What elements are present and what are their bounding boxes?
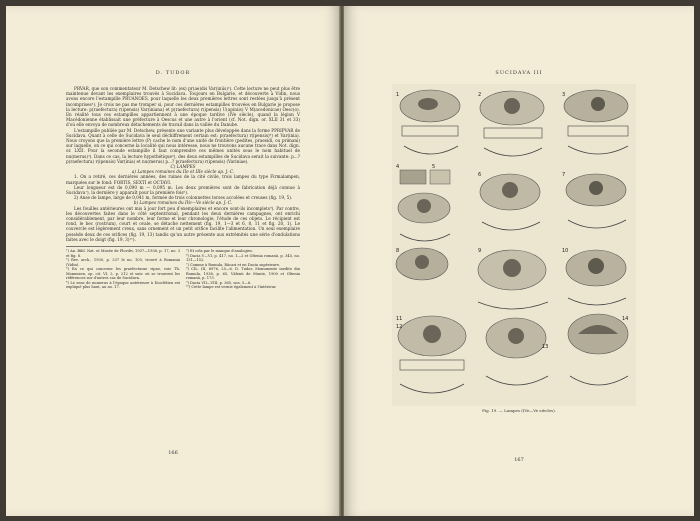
lamp-number: 5 <box>432 164 436 170</box>
footnote: ⁹) Dacia VII—VIII, p. 365, nos. 5—6. <box>186 280 252 285</box>
lamp-number: 11 <box>396 316 403 322</box>
footnote: ²) Rev. arch., 1930, p. 337 le no. 105, trouvé à Romania (Vidin). <box>66 258 180 267</box>
paragraph-1: PRVAR, que son commentateur M. Detschew lit: (ex) pr(ae)dis Var(iniis)²). Cette lecture ne peut plus être maintenue devant les exemplaires trouvés à Sucidava. Toujours en Bulgarie, et découverte à Vidin, nous avons encore l'estampille PRUANOES, pour laquelle les deux premières lettres sont restées jusqu'à présent incomprises³). Je crois ne pas me tromper si, pour ces dernières estampilles trouvées en Bulgarie je propose la lecture: p(raefectura) r(ipensis) Var(iniana) et p(raefectura) r(ipensis) U(apiniis) V M(acedonicae) Oesc(o). En réalité tous ces estampilles appartiennent à une époque tardive (IVe siècle), quand la légion V Macédonienne établissait une préfecture à Oescus et une autre à l'orient (cf. Not. dign. or. XLII 31 et 33) d'où elle envoya de nombreux détachements de travail dans la vallée du Danube. <box>66 86 300 128</box>
paragraph-a-3: 2) Anse de lampe, large de 0,041 m, formée de trois colonnettes torses accolées et creuses (fig. 19, 5). <box>74 195 293 201</box>
lamp-number: 9 <box>478 248 482 254</box>
lamp-number: 1 <box>396 92 400 98</box>
lamp-plate-figure <box>392 84 636 406</box>
footnote: ¹) An. Bibl. Nat. et Musée de Plovdiv, 1937—1938, p. 17, no. 3 et fig. 8. <box>66 249 180 258</box>
lamp-number: 6 <box>478 172 482 178</box>
paragraph-a-1: 1. On a retiré, ces dernières années, des ruines de la cité civile, trois lampes du type Firmalampen, marquées sur le fond: FORTIS, SEXTI et OCTAVI. <box>66 174 300 185</box>
lamp-drawing <box>396 248 448 280</box>
subsection-a-title: a) Lampes romaines du IIe et IIIe siècle ap. J.-C. <box>131 169 235 175</box>
paragraph-a-2: Leur longueur est de 0,090 m — 0,095 m. Les deux premières sont de fabrication déjà connue à Sucidava⁷), la dernière y apparaît pour la première fois⁸). <box>66 184 300 196</box>
left-page <box>6 6 340 516</box>
left-page-number: 166 <box>168 450 178 456</box>
left-running-head: D. TUDOR <box>155 70 191 76</box>
footnote: ⁷) Comme à Romula, Răcari et en Dacia supérieure. <box>186 262 281 267</box>
paragraph-b-1: Les fouilles antérieures ont mis à jour fort peu d'exemplaires et encore sont-ils incomplets⁹). Par contre, les découvertes faites dans le côté septentrional, pendant les deux dernières campagnes, ont enrichi considérablement, par leur nombre, leur forme et leur chronologie, l'étude de ces objets. Le récipient est rond, le bec (rostrum), court et ovale, se détache nettement (fig. 19, 1—3 et 6, 8, 11 et fig. 20, 1). Le couvercle est légèrement creux, sans ornement et un petit orifice facilite l'alimentation. Un seul exemplaire possède deux de ces orifices (fig. 19, 13) tandis qu'un autre présente aux extrémités une série d'ondulations faites avec le doigt (fig. 19, 3)¹⁰). <box>66 205 300 242</box>
lamp-number: 7 <box>562 172 566 178</box>
footnotes <box>66 246 300 290</box>
lamp-number: 14 <box>622 316 629 322</box>
lamp-number: 3 <box>562 92 566 98</box>
left-body-text <box>66 86 300 290</box>
lamp-number: 10 <box>562 248 569 254</box>
lamp-number: 2 <box>478 92 482 98</box>
footnote: ³) En ce qui concerne les praefecturae ripae, voir Th. Mommsen, op. cit. VI, 2, p. 212 et suiv. où se trouvent les références sur d'autres cas de Sucidava. <box>66 267 180 281</box>
right-running-head: SUCIDAVA III <box>495 70 543 76</box>
footnotes-col-right <box>186 249 300 290</box>
footnote: ⁴) Le sens de numerus à l'époque antérieure à Dioclétien est expliqué plus haut, au no. 17. <box>66 280 180 290</box>
footnote: ⁸) CIL. III, 6976, 25—6. D. Tudor, Monumente inedite din Romula, 1938, p. 65, Vălenii de Munte, 1900 et Oltenia romană, p. 173. <box>186 267 300 281</box>
section-title-lampes: C) LAMPES <box>170 164 196 170</box>
lamp-number: 13 <box>542 344 549 350</box>
paragraph-2: L'estampille publiée par M. Detschew, présente une variante plus développée dans la forme PPRIPVAR de Sucidava. Quant à celle de Sucidava le seul déchiffrement certain est: p(raefectura) r(ipensis)⁴) et Var(inia). Nous croyons que la première lettre (P) cache le nom d'une unité de frontière (pedites, praesidi, ou primani) sur laquelle, on ce qui concerne la localité qui nous intéresse, nous ne trouvons aucune trace dans Not. dign. or. LXII. Pour la seconde estampille il faut comprendre ces mêmes unités sous le nom habituel de nu(merus)⁵). Dans ce cas, la lecture hypothétique⁶), des deux estampilles de Sucidava serait la suivante: p...? p(raefectura) r(ipensis) Var(inia) et nu(merus) p...? p(raefectura) r(ipensis) (Variniae). <box>66 127 300 164</box>
footnote: ⁶) Dacia V—VI, p. 417, no. 1—2 et Oltenia romană, p. 345, no. 131—152. <box>186 253 300 263</box>
footnote: ⁵) Et cela par le manque d'analogies. <box>186 249 254 254</box>
right-page-number: 167 <box>514 457 524 463</box>
lamp-number: 8 <box>396 248 400 254</box>
figure-caption: Fig. 19. — Lampes (IVe—Ve siècles). <box>482 408 556 413</box>
subsection-b-title: b) Lampes romaines du IVe—Ve siècle ap. J.-C. <box>133 200 233 206</box>
footnote: ¹⁰) Cette lampe est vernie également à l'intérieur. <box>186 285 277 290</box>
lamp-number: 4 <box>396 164 400 170</box>
footnotes-col-left <box>66 249 180 290</box>
lamp-number: 12 <box>396 324 403 330</box>
